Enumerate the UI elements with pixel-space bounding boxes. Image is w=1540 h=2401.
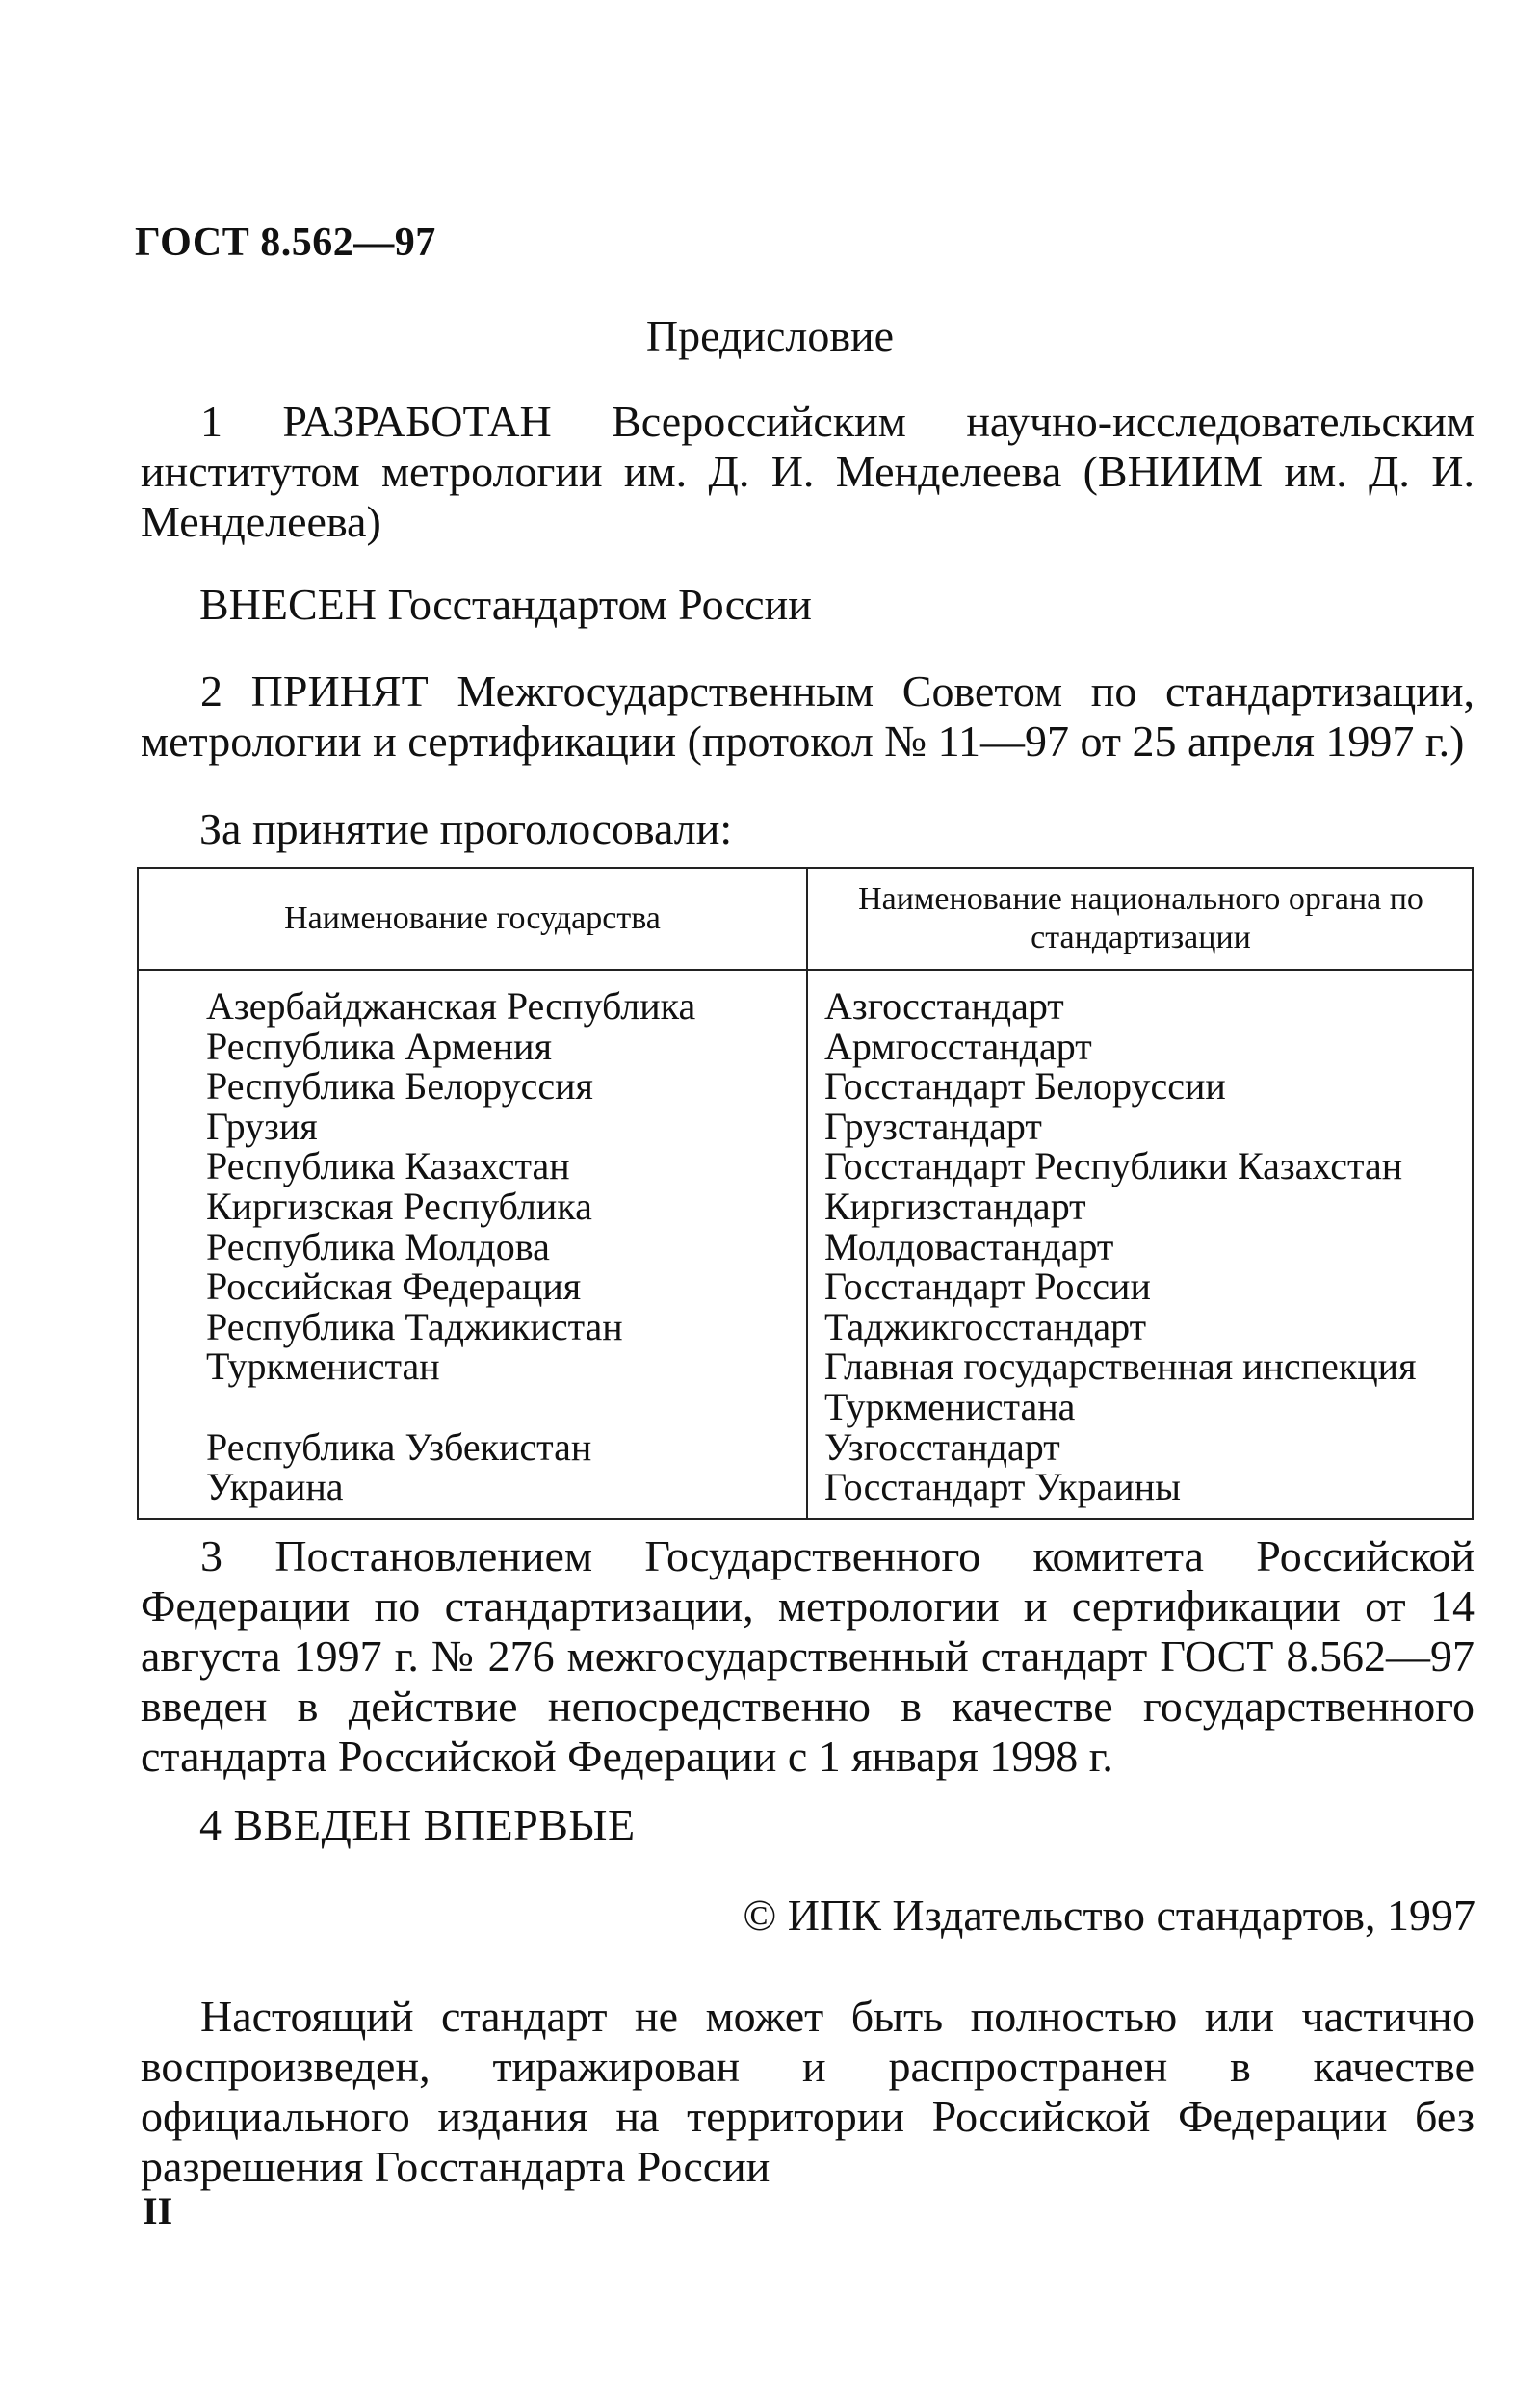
paragraph-developed-by: 1 РАЗРАБОТАН Всероссийским научно-исследовательским институтом метрологии им. Д. И. Менделеева (ВНИИМ им. Д. И. Менделеева): [141, 397, 1475, 546]
state-row: Азербайджанская Республика: [206, 984, 696, 1028]
body-list: [824, 986, 1470, 1507]
body-row: Главная государственная инспекция: [824, 1344, 1417, 1389]
state-row: Республика Молдова: [206, 1224, 550, 1268]
voted-label: За принятие проголосовали:: [199, 804, 733, 853]
body-row: Госстандарт Украины: [824, 1465, 1181, 1509]
paragraph-adopted-by: 2 ПРИНЯТ Межгосударственным Советом по стандартизации, метрологии и сертификации (протокол № 11—97 от 25 апреля 1997 г.): [141, 666, 1475, 766]
body-row: Грузстандарт: [824, 1104, 1042, 1148]
body-row: Госстандарт Республики Казахстан: [824, 1144, 1403, 1188]
state-row: Республика Армения: [206, 1024, 552, 1068]
state-row-spacer: [206, 1387, 794, 1427]
body-row: Азгосстандарт: [824, 984, 1064, 1028]
voting-table: [137, 867, 1474, 1520]
state-row: Украина: [206, 1465, 344, 1509]
reproduction-notice: Настоящий стандарт не может быть полностью или частично воспроизведен, тиражирован и распространен в качестве официального издания на территории Российской Федерации без разрешения Госстандарта России: [141, 1992, 1475, 2191]
body-row: Госстандарт России: [824, 1265, 1151, 1309]
document-code: ГОСТ 8.562—97: [135, 221, 436, 265]
foreword-title: Предисловие: [645, 311, 895, 360]
body-row: Армгосстандарт: [824, 1024, 1092, 1068]
body-row: Таджикгосстандарт: [824, 1304, 1147, 1348]
body-row: Госстандарт Белоруссии: [824, 1064, 1226, 1109]
table-header-divider: [139, 969, 1472, 971]
copyright-notice: © ИПК Издательство стандартов, 1997: [743, 1891, 1475, 1940]
state-list: [206, 986, 794, 1507]
state-row: Республика Белоруссия: [206, 1064, 593, 1109]
state-row: Грузия: [206, 1104, 318, 1148]
state-row: Республика Таджикистан: [206, 1304, 623, 1348]
body-row: Молдовастандарт: [824, 1224, 1114, 1268]
body-row: Туркменистана: [824, 1384, 1076, 1428]
state-row: Республика Узбекистан: [206, 1424, 592, 1469]
table-header-body: Наименование национального органа по стандартизации: [858, 881, 1423, 955]
table-header-state: Наименование государства: [284, 900, 661, 936]
paragraph-resolution: 3 Постановлением Государственного комитета Российской Федерации по стандартизации, метрологии и сертификации от 14 августа 1997 г. № 276 межгосударственный стандарт ГОСТ 8.562—97 введен в действие непосредственно в качестве государственного стандарта Российской Федерации с 1 января 1998 г.: [141, 1531, 1475, 1781]
state-row: Российская Федерация: [206, 1265, 582, 1309]
page-number: II: [143, 2189, 173, 2232]
body-row: Киргизстандарт: [824, 1184, 1086, 1228]
state-row: Туркменистан: [206, 1344, 440, 1389]
paragraph-first-introduced: 4 ВВЕДЕН ВПЕРВЫЕ: [199, 1800, 636, 1849]
paragraph-introduced-by: ВНЕСЕН Госстандартом России: [199, 580, 812, 629]
state-row: Киргизская Республика: [206, 1184, 592, 1228]
body-row: Узгосстандарт: [824, 1424, 1060, 1469]
state-row: Республика Казахстан: [206, 1144, 570, 1188]
